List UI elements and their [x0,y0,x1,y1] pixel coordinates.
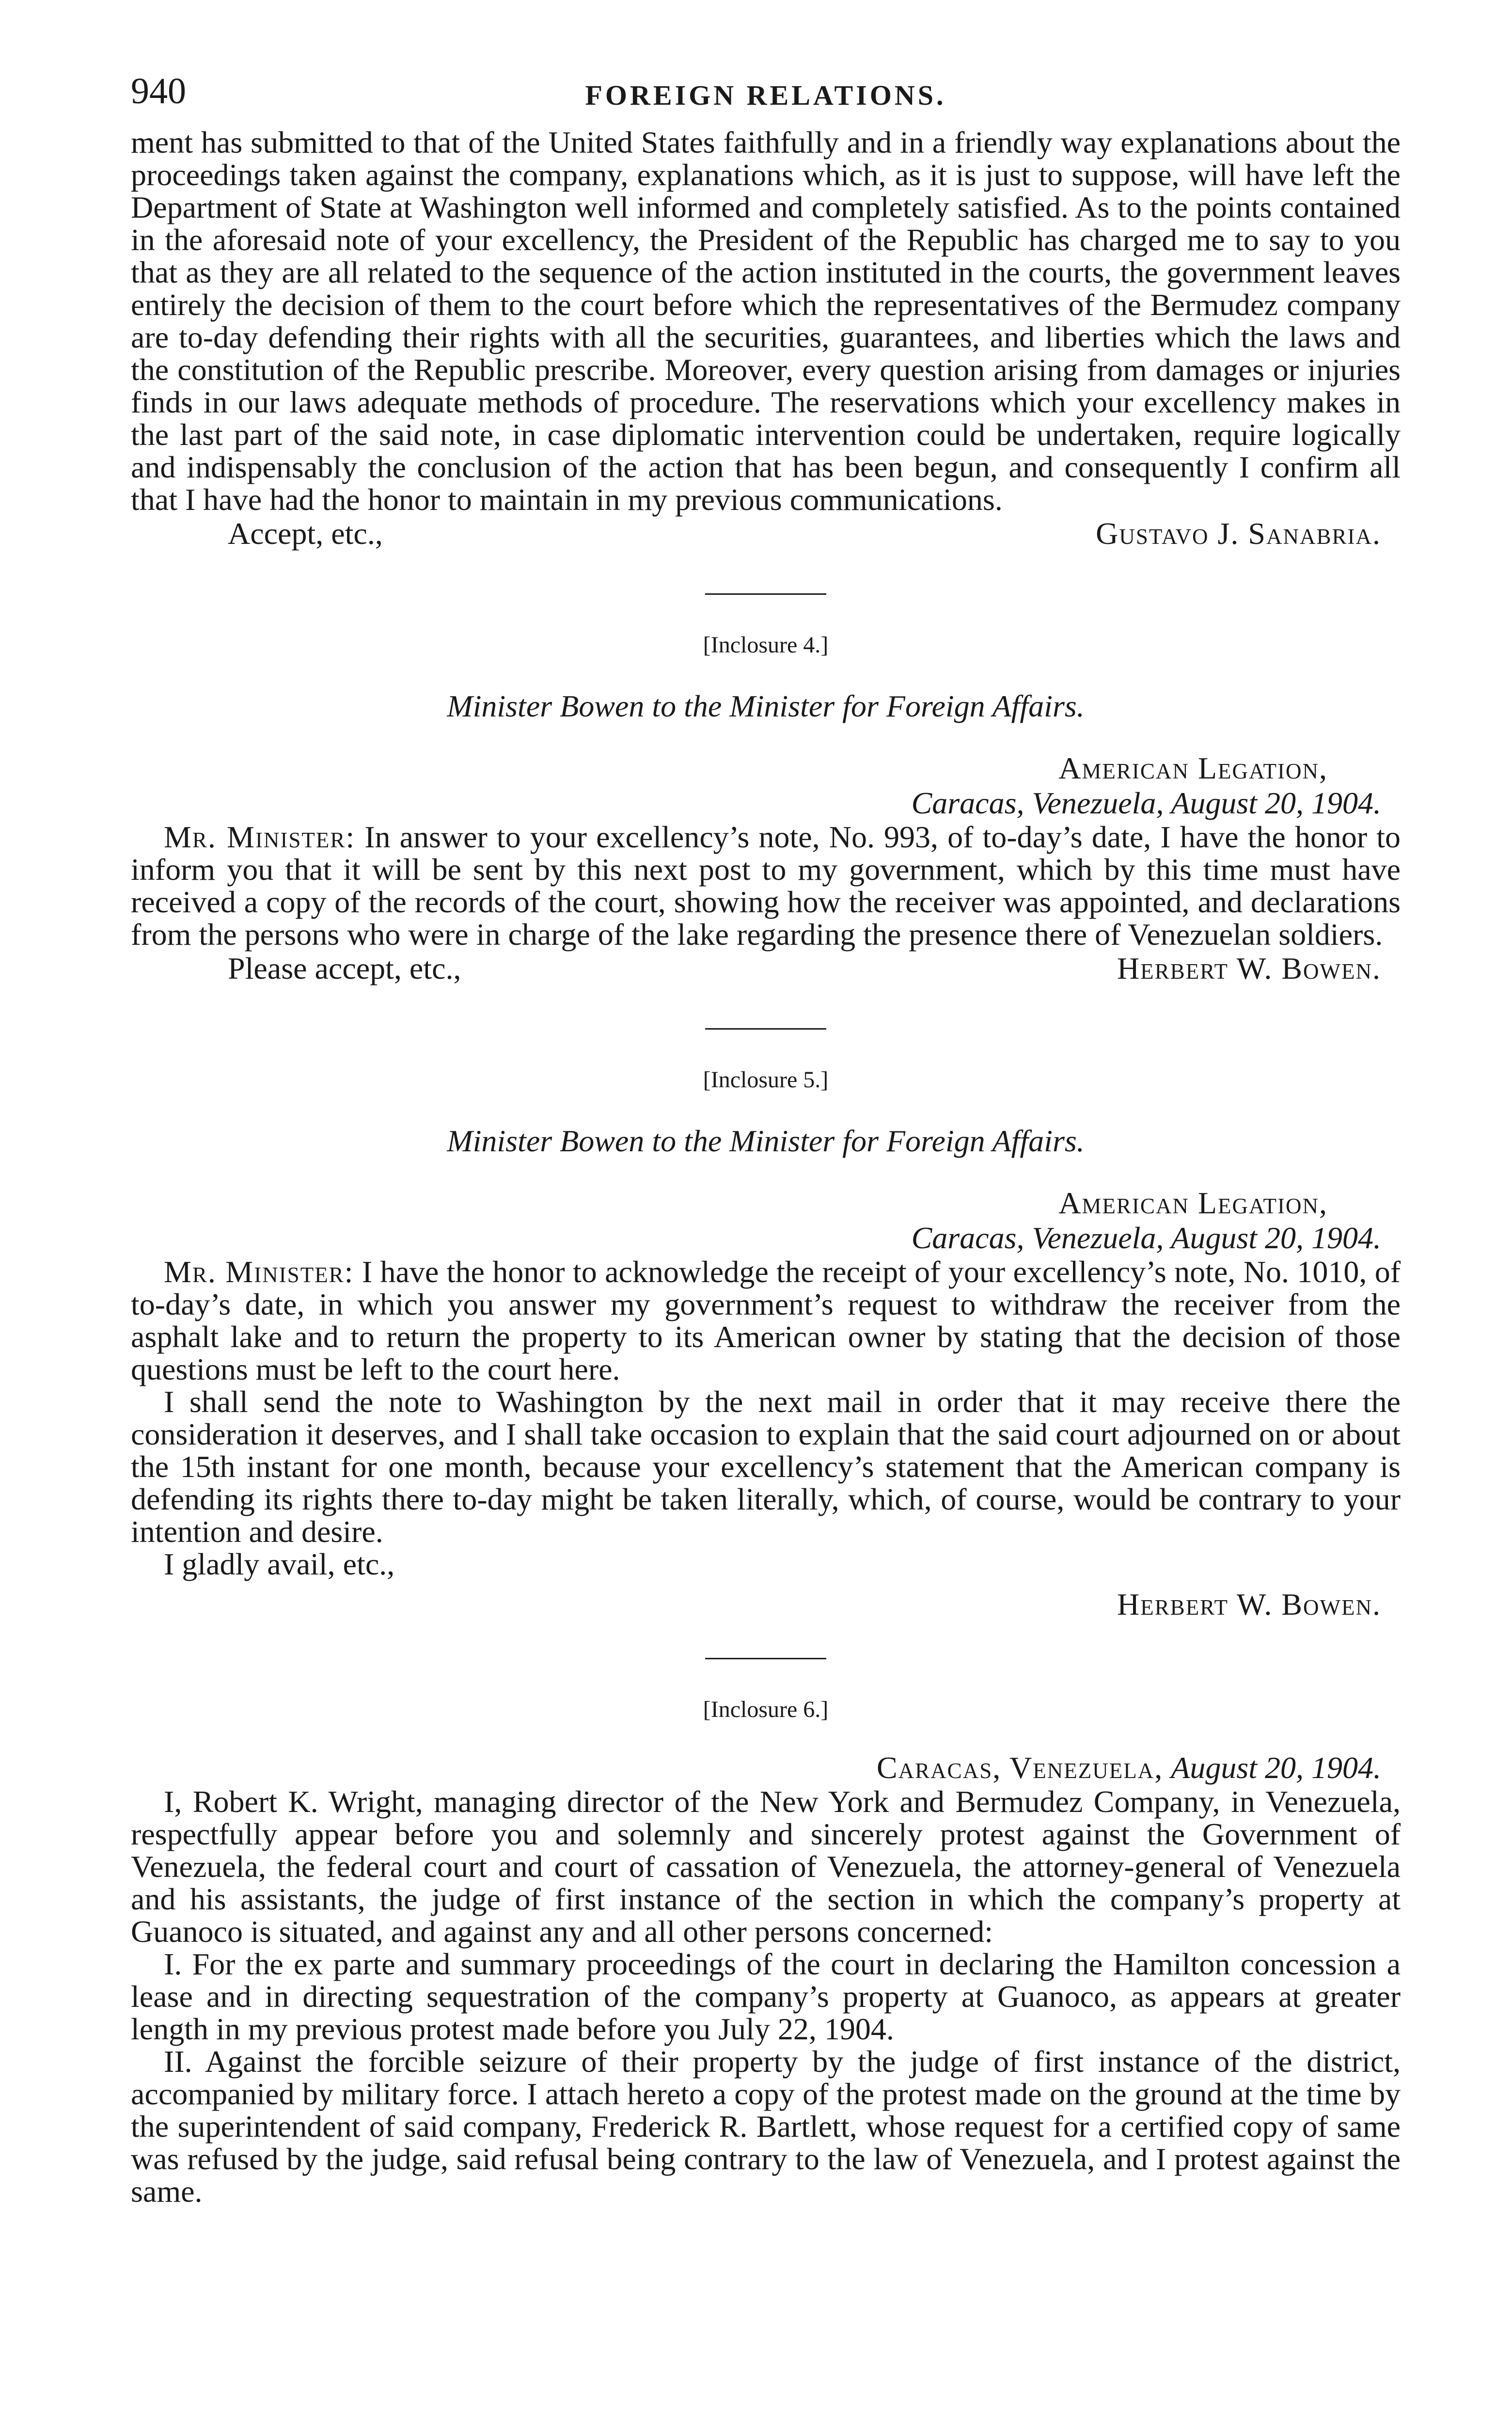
inclosure-6-dateline [131,1750,1401,1785]
section-divider [705,1028,826,1030]
inclosure-5-place-date: Caracas, Venezuela, August 20, 1904. [911,1221,1381,1255]
inclosure-5-closing [131,1548,1401,1580]
inclosure-5-label: [Inclosure 5.] [703,1067,829,1093]
inclosure-5-dateline [131,1186,1401,1256]
inclosure-6-place: Caracas, Venezuela, [876,1750,1164,1785]
inclosure-5-heading: Minister Bowen to the Minister for Foreign Affairs. [447,1124,1085,1158]
inclosure-5-salutation: Mr. Minister: [164,1255,354,1289]
running-head [131,73,1401,126]
inclosure-5-legation: American Legation, [1058,1186,1328,1220]
inclosure-5-body-2: I shall send the note to Washington by the next mail in order that it may receive there the consideration it deserves, and I shall take occasion to explain that the said court adjourned on or about the 15th instant for one month, because your excellency’s statement that the American company is defending its rights there to-day might be taken literally, which, of course, would be contrary to your intention and desire. [131,1384,1401,1549]
intro-signature: Gustavo J. Sanabria. [1096,516,1381,551]
inclosure-5-closing-text: I gladly avail, etc., [164,1547,395,1581]
inclosure-4-place-date: Caracas, Venezuela, August 20, 1904. [911,786,1381,820]
inclosure-4-signature-row [131,951,1401,994]
intro-paragraph: ment has submitted to that of the United States faithfully and in a friendly way explanations about the proceedings taken against the company, explanations which, as it is just to suppose, will have left the Department of State at Washington well informed and completely satisfied. As to the points contained in the aforesaid note of your excellency, the President of the Republic has charged me to say to you that as they are all related to the sequence of the action instituted in the courts, the government leaves entirely the decision of them to the court before which the representatives of the Bermudez company are to-day defending their rights with all the securities, guarantees, and liberties which the laws and the constitution of the Republic prescribe. Moreover, every question arising from damages or injuries finds in our laws adequate methods of procedure. The reservations which your excellency makes in the last part of the said note, in case diplomatic intervention could be undertaken, require logically and indispensably the conclusion of the action that has been begun, and consequently I confirm all that I have had the honor to maintain in my previous communications. [131,125,1401,517]
inclosure-4-closing: Please accept, etc., [228,951,461,985]
running-title: FOREIGN RELATIONS. [585,79,946,111]
inclosure-4-legation: American Legation, [1058,751,1328,785]
inclosure-4-signature: Herbert W. Bowen. [1117,951,1381,985]
inclosure-6-body-1: I, Robert K. Wright, managing director of the New York and Bermudez Company, in Venezuela, respectfully appear before you and solemnly and sincerely protest against the Government of Venezuela, the federal court and court of cassation of Venezuela, the attorney-general of Venezuela and his assistants, the judge of first instance of the section in which the company’s property at Guanoco is situated, and against any and all other persons concerned: [131,1784,1401,1949]
document-page [131,73,1401,2208]
inclosure-4-body-text: In answer to your excellency’s note, No. 993, of to-day’s date, I have the honor to inform you that it will be sent by this next post to my government, which by this time must have received a copy of the records of the court, showing how the receiver was appointed, and declarations from the persons who were in charge of the lake regarding the presence there of Venezuelan soldiers. [131,820,1401,952]
inclosure-4-dateline [131,751,1401,821]
inclosure-4-body [131,821,1401,951]
inclosure-6-date: August 20, 1904. [1171,1750,1381,1785]
inclosure-5-body-1-text: I have the honor to acknowledge the receipt of your excellency’s note, No. 1010, of to-day’s date, in which you answer my government’s request to withdraw the receiver from the asphalt lake and to return the property to its American owner by stating that the decision of those questions must be left to the court here. [131,1255,1401,1386]
intro-signature-row [131,516,1401,559]
inclosure-6-body-3: II. Against the forcible seizure of their property by the judge of first instance of the district, accompanied by military force. I attach hereto a copy of the protest made on the ground at the time by the superintendent of said company, Frederick R. Bartlett, whose request for a certified copy of same was refused by the judge, said refusal being contrary to the law of Venezuela, and I protest against the same. [131,2044,1401,2209]
inclosure-6-label: [Inclosure 6.] [703,1697,829,1722]
inclosure-4-heading: Minister Bowen to the Minister for Foreign Affairs. [447,689,1085,723]
section-divider [705,593,826,595]
intro-closing: Accept, etc., [228,516,383,551]
inclosure-5-body-1 [131,1256,1401,1385]
inclosure-5-signature: Herbert W. Bowen. [1117,1587,1381,1621]
page-number: 940 [131,71,186,111]
section-divider [705,1658,826,1659]
inclosure-6-body-2: I. For the ex parte and summary proceedings of the court in declaring the Hamilton concession a lease and in directing sequestration of the company’s property at Guanoco, as appears at greater length in my previous protest made before you July 22, 1904. [131,1947,1401,2046]
inclosure-4-label: [Inclosure 4.] [703,632,829,658]
inclosure-4-salutation: Mr. Minister: [164,820,356,854]
